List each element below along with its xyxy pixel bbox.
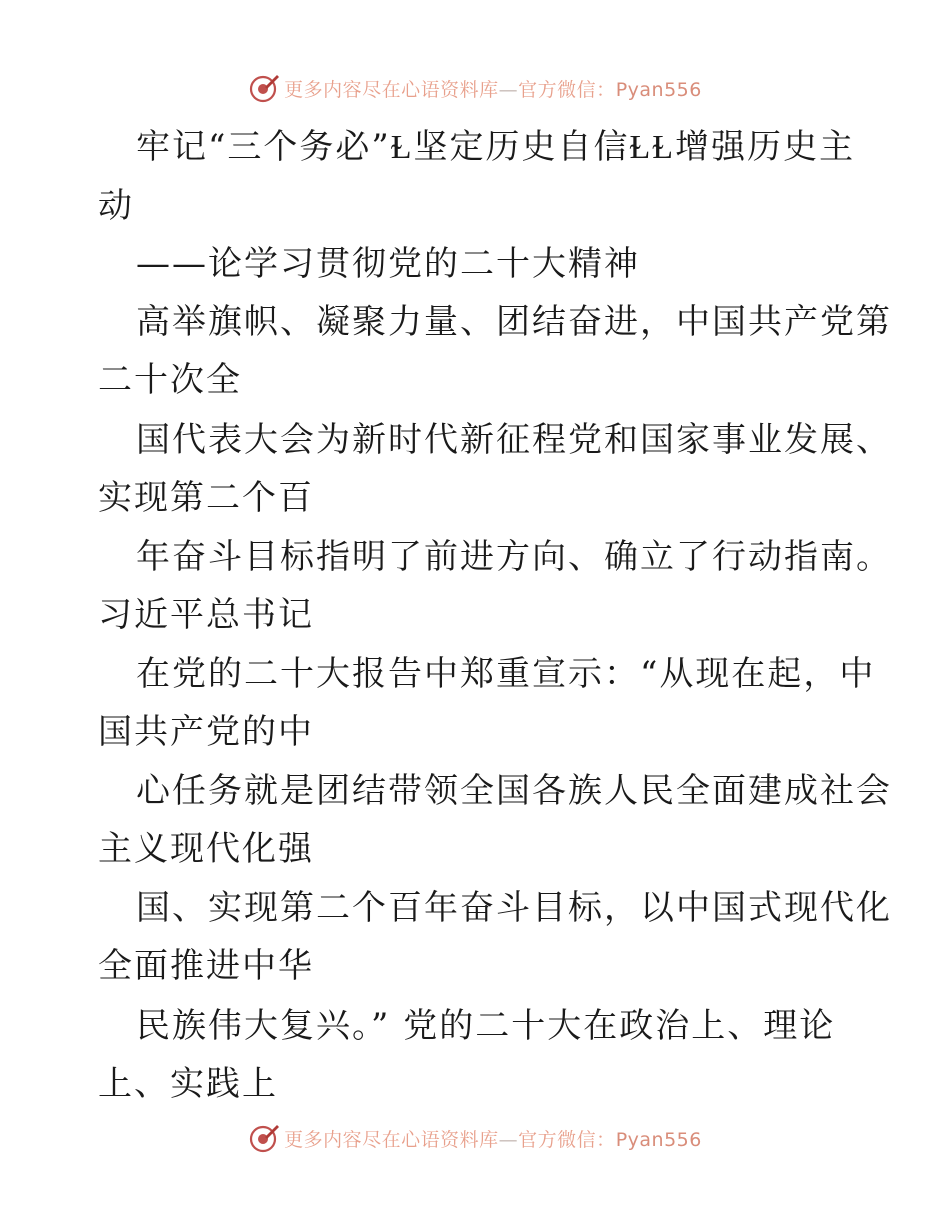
paragraph-line: 主义现代化强: [98, 829, 314, 869]
paragraph-line: 二十次全: [98, 360, 242, 400]
watermark-text: [284, 1125, 702, 1152]
watermark-handle: Pyan556: [615, 1128, 702, 1151]
paragraph-line: 实现第二个百: [98, 478, 314, 518]
paragraph-line: 心任务就是团结带领全国各族人民全面建成社会: [136, 771, 892, 811]
watermark-wechat-label: 官方微信：: [518, 1128, 616, 1151]
paragraph-line: 在党的二十大报告中郑重宣示：“从现在起，中: [136, 654, 876, 694]
paragraph-line: 年奋斗目标指明了前进方向、确立了行动指南。: [136, 537, 892, 577]
paragraph-line: 国、实现第二个百年奋斗目标，以中国式现代化: [136, 888, 892, 928]
watermark-wechat-label: 官方微信：: [518, 78, 616, 101]
watermark-brand: 更多内容尽在心语资料库: [284, 1128, 499, 1151]
pen-logo-icon: [248, 1122, 280, 1154]
pen-logo-icon: [248, 72, 280, 104]
footer-watermark: [0, 1122, 950, 1154]
paragraph-line: 习近平总书记: [98, 595, 314, 635]
paragraph-line: 民族伟大复兴。” 党的二十大在政治上、理论: [136, 1006, 836, 1046]
subtitle-line: ——论学习贯彻党的二十大精神: [136, 244, 640, 284]
title-line-1: 牢记“三个务必”Ɫ坚定历史自信ⱢⱢ增强历史主: [136, 127, 856, 167]
paragraph-line: 上、实践上: [98, 1064, 278, 1104]
paragraph-line: 全面推进中华: [98, 946, 314, 986]
paragraph-line: 国代表大会为新时代新征程党和国家事业发展、: [136, 420, 892, 460]
watermark-brand: 更多内容尽在心语资料库: [284, 78, 499, 101]
watermark-separator: —: [498, 78, 519, 101]
title-line-2: 动: [98, 186, 134, 226]
header-watermark: [0, 72, 950, 104]
paragraph-line: 高举旗帜、凝聚力量、团结奋进，中国共产党第: [136, 302, 892, 342]
watermark-separator: —: [498, 1128, 519, 1151]
watermark-text: [284, 75, 702, 102]
paragraph-line: 国共产党的中: [98, 712, 314, 752]
watermark-handle: Pyan556: [615, 78, 702, 101]
